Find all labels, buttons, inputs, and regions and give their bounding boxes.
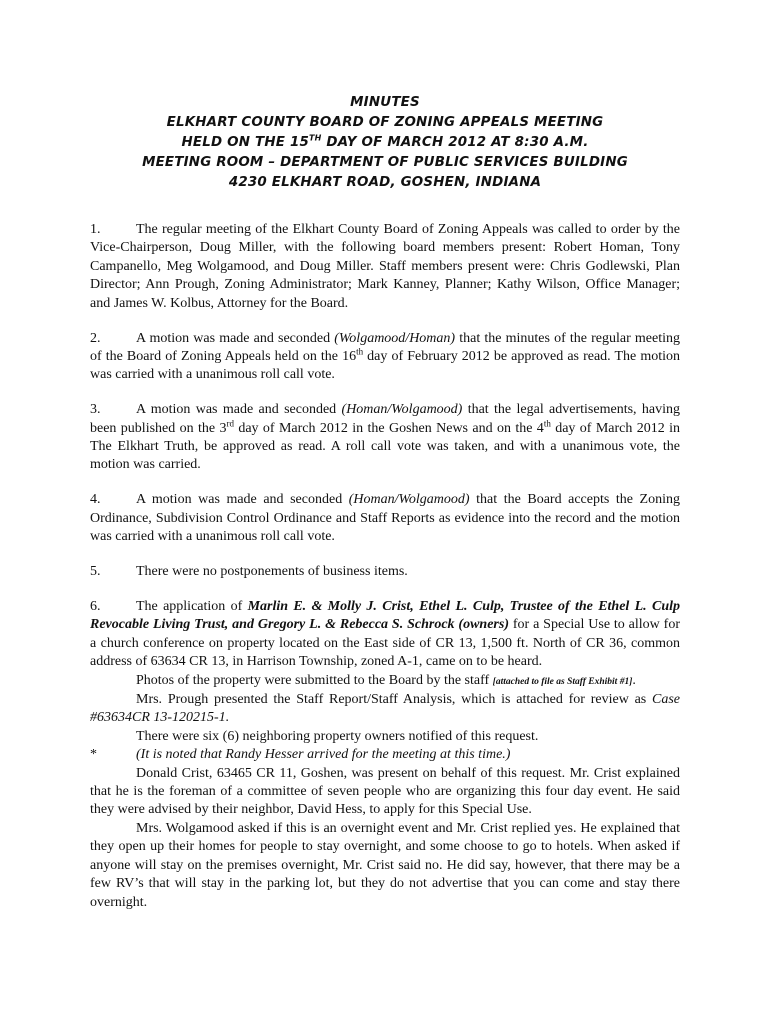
item-6-photos: Photos of the property were submitted to the Board by the staff [attached to file as Staff Exhibit #1]. <box>136 672 636 688</box>
header-address: 4230 ELKHART ROAD, GOSHEN, INDIANA <box>228 175 542 190</box>
header-board-name: ELKHART COUNTY BOARD OF ZONING APPEALS MEETING <box>166 115 604 130</box>
document-body <box>90 221 680 912</box>
header-title: MINUTES <box>350 95 420 110</box>
item-6-intro: 6. The application of Marlin E. & Molly J. Crist, Ethel L. Culp, Trustee of the Ethel L. Culp Revocable Living Trust, and Gregory L. & Rebecca S. Schrock (owners) for a Special Use to allow for a church conference on property located on the East side of CR 13, 1,500 ft. North of CR 36, common address of 63634 CR 13, in Harrison Township, zoned A-1, came on to be heard. <box>90 599 680 670</box>
item-1-call-to-order: 1. The regular meeting of the Elkhart County Board of Zoning Appeals was called to order by the Vice-Chairperson, Doug Miller, with the following board members present: Robert Homan, Tony Campanello, Meg Wolgamood, and Doug Miller. Staff members present were: Chris Godlewski, Plan Director; Ann Prough, Zoning Administrator; Mark Kanney, Planner; Kathy Wilson, Office Manager; and James W. Kolbus, Attorney for the Board. <box>90 222 680 311</box>
header-date-line: HELD ON THE 15TH DAY OF MARCH 2012 AT 8:30 A.M. <box>181 133 589 150</box>
item-2-minutes-approval: 2. A motion was made and seconded (Wolgamood/Homan) that the minutes of the regular meeting of the Board of Zoning Appeals held on the 16th day of February 2012 be approved as read. The motion was carried with a unanimous roll call vote. <box>90 330 681 383</box>
item-4-evidence-motion: 4. A motion was made and seconded (Homan/Wolgamood) that the Board accepts the Zoning Ordinance, Subdivision Control Ordinance and Staff Reports as evidence into the record and the motion was carried with a unanimous roll call vote. <box>90 492 680 545</box>
header-location: MEETING ROOM – DEPARTMENT OF PUBLIC SERVICES BUILDING <box>142 155 628 170</box>
item-6-wolgamood-question: Mrs. Wolgamood asked if this is an overnight event and Mr. Crist replied yes. He explained that they open up their homes for people to stay overnight, and some choose to go to hotels. When asked if anyone will stay on the premises overnight, Mr. Crist said no. He did say, however, that there may be a few RV’s that will stay in the parking lot, but they do not advertise that you can come and stay there overnight. <box>90 820 680 910</box>
item-3-legal-advertisements: 3. A motion was made and seconded (Homan/Wolgamood) that the legal advertisements, having been published on the 3rd day of March 2012 in the Goshen News and on the 4th day of March 2012 in The Elkhart Truth, be approved as read. A roll call vote was taken, and with a unanimous vote, the motion was carried. <box>90 402 680 473</box>
document-header <box>90 93 680 193</box>
item-5-postponements: 5. There were no postponements of business items. <box>90 564 408 580</box>
item-6-note: * (It is noted that Randy Hesser arrived for the meeting at this time.) <box>90 747 511 763</box>
item-6-notified: There were six (6) neighboring property owners notified of this request. <box>136 728 539 744</box>
item-6-donald-crist: Donald Crist, 63465 CR 11, Goshen, was present on behalf of this request. Mr. Crist explained that he is the foreman of a committee of seven people who are organizing this four day event. He said they were advised by their neighbor, David Hess, to apply for this Special Use. <box>90 765 680 818</box>
item-6-staff-report: Mrs. Prough presented the Staff Report/Staff Analysis, which is attached for review as Case #63634CR 13-120215-1. <box>90 692 680 726</box>
item-6-application <box>90 598 680 912</box>
